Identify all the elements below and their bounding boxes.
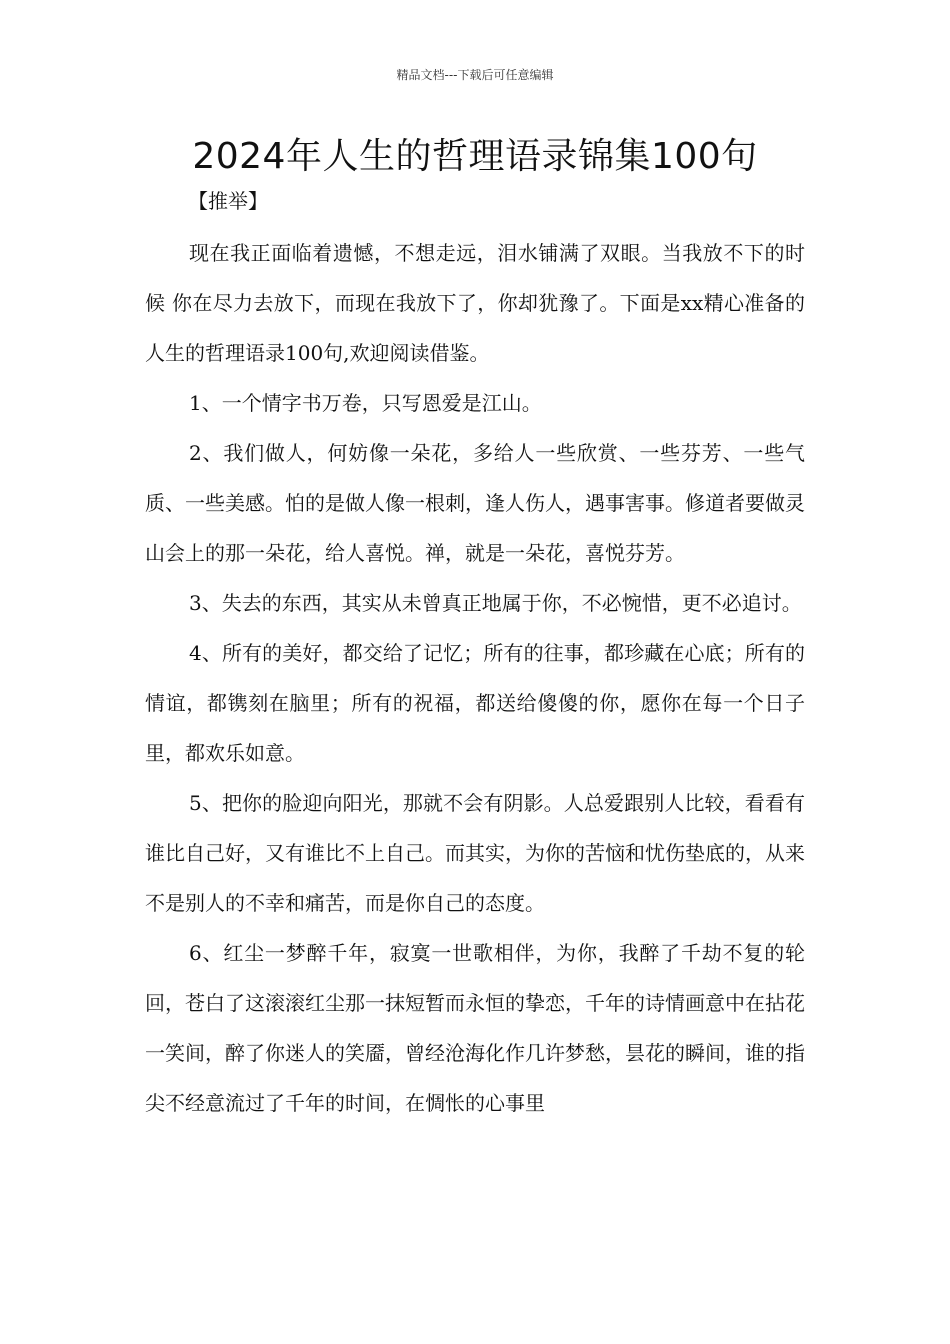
document-body xyxy=(145,228,805,1128)
quote-item-5: 5、把你的脸迎向阳光，那就不会有阴影。人总爱跟别人比较，看看有谁比自己好，又有谁比不上自己。而其实，为你的苦恼和忧伤垫底的，从来不是别人的不幸和痛苦，而是你自己的态度。 xyxy=(145,791,805,915)
intro-paragraph: 现在我正面临着遗憾，不想走远，泪水铺满了双眼。当我放不下的时候 你在尽力去放下，而现在我放下了，你却犹豫了。下面是xx精心准备的人生的哲理语录100句,欢迎阅读借鉴。 xyxy=(145,241,805,365)
quote-item-4: 4、所有的美好，都交给了记忆；所有的往事，都珍藏在心底；所有的情谊，都镌刻在脑里；所有的祝福，都送给傻傻的你，愿你在每一个日子里，都欢乐如意。 xyxy=(145,641,805,765)
quote-item-2: 2、我们做人，何妨像一朵花，多给人一些欣赏、一些芬芳、一些气质、一些美感。怕的是做人像一根刺，逢人伤人，遇事害事。修道者要做灵山会上的那一朵花，给人喜悦。禅，就是一朵花，喜悦芬芳。 xyxy=(145,441,805,565)
recommend-tag: 【推举】 xyxy=(188,189,268,213)
quote-item-1: 1、一个情字书万卷，只写恩爱是江山。 xyxy=(189,391,542,415)
quote-item-3: 3、失去的东西，其实从未曾真正地属于你，不必惋惜，更不必追讨。 xyxy=(189,591,802,615)
document-title: 2024年人生的哲理语录锦集100句 xyxy=(192,136,758,177)
header-note: 精品文档---下载后可任意编辑 xyxy=(396,68,554,82)
quote-item-6: 6、红尘一梦醉千年，寂寞一世歌相伴，为你，我醉了千劫不复的轮回，苍白了这滚滚红尘那一抹短暂而永恒的挚恋，千年的诗情画意中在拈花一笑间，醉了你迷人的笑靥，曾经沧海化作几许梦愁，昙花的瞬间，谁的指尖不经意流过了千年的时间，在惆怅的心事里 xyxy=(145,941,805,1115)
